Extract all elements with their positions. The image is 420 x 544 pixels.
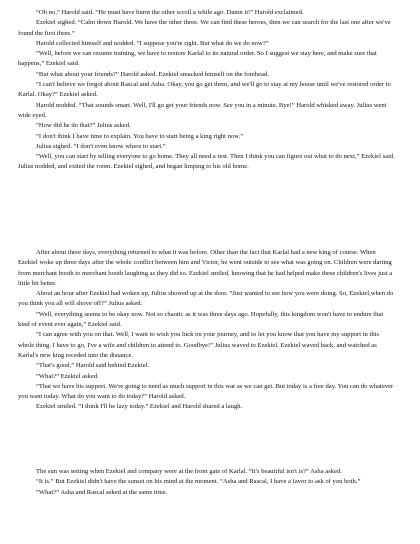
paragraph: The sun was setting when Ezekiel and company were at the front gate of Karlal. “It's beautiful isn't is?” Asha asked.: [36, 468, 342, 475]
paragraph: “But what about your friends?” Harold asked. Ezekiel smacked himself on the forehead.: [36, 70, 269, 78]
paragraph: Julius sighed. “I don't even know where to start.”: [36, 142, 166, 150]
paragraph: “I can't believe we forgot about Rascal and Asha. Okay, you go get them, and we'll go to stay at my house until we've restored order to Karlal. Okay?” Ezekiel asked.: [18, 81, 391, 99]
paragraph: “What?” Ezekiel asked.: [36, 372, 99, 380]
paragraph: “What?” Asha and Rascal asked at the same time.: [36, 488, 168, 496]
paragraph: Harold collected himself and nodded. “I suppose you're right. But what do we do now?”: [36, 39, 269, 47]
paragraph: “Oh no,” Harold said. “He must have burnt the other scroll a while ago. Damn it!” Harold exclaimed.: [36, 9, 304, 16]
paragraph: “It is.” But Ezekiel didn't have the sunset on his mind at the moment. “Asha and Rascal, I have a favor to ask of you both.”: [36, 478, 361, 486]
paragraph: “Well, you can start by telling everyone to go home. They all need a rest. Then I think you can figure out what to do next,” Ezekiel said. Julius nodded, and exited the room. Ezekiel sighed, and began limping to his old home.: [18, 153, 395, 171]
paragraph: “That we have his support. We're going to need as much support in this war as we can get. But today is a free day. You can do whatever you want today. What do you want to do today?” Harold asked.: [18, 382, 394, 401]
paragraph: Ezekiel smiled. “I think I'll be lazy today.” Ezekiel and Harold shared a laugh.: [36, 403, 243, 411]
paragraph: Harold nodded. “That sounds smart. Well, I'll go get your friends now. See you in a minute. Bye!” Harold whisked away. Julius went wide eyed.: [18, 101, 387, 119]
paragraph: “I can agree with you on that. Well, I want to wish you luck on your journey, and to let you know that you have my support in this whole thing. I have to go, I've a wife and children to attend to. Goodbye!” Julius waved to Ezekiel. Ezekiel waved back, and watched as Karlal's new king receded into the distance.: [18, 331, 380, 359]
paragraph: “How did he do that?” Julius asked.: [36, 122, 131, 130]
paragraph: About an hour after Ezekiel had woken up, Julius showed up at the door. “Just wanted to see how you were doing. So, Ezekiel,when do you think you all will shove off?” Julius asked.: [18, 290, 394, 308]
paragraph: Ezekiel sighed. “Calm down Harold. We have the other three. We can find these heroes, then we can search for the last one after we've found the first three.”: [18, 19, 391, 37]
paragraph: “That's good,” Harold said behind Ezekiel.: [36, 362, 150, 370]
paragraph: “I don't think I have time to explain. You have to start being a king right now.”: [36, 132, 244, 140]
text-section-1: [18, 8, 396, 173]
text-section-2: [18, 248, 396, 413]
paragraph: “Well, before we can resume training, we have to restore Karlal to its natural order. So I suggest we stay here, and make sure that happens,” Ezekiel said.: [18, 50, 377, 68]
paragraph: After about three days, everything returned to what it was before. Other than the fact that Karlal had a new king of course. When Ezekiel woke up three days after the whole conflict between him and Victor, he went outside to see what was going on. Children were darting from merchant booth to merchant booth laughing as they did so. Ezekiel smiled, knowing that he had helped make these children's lives just a little bit better.: [18, 249, 393, 287]
text-section-3: [18, 467, 396, 498]
paragraph: “Well, everything seems to be okay now. Not so chaotic as it was three days ago. Hopefully, this kingdom won't have to endure that kind of event ever again,” Ezekiel said.: [18, 310, 384, 329]
